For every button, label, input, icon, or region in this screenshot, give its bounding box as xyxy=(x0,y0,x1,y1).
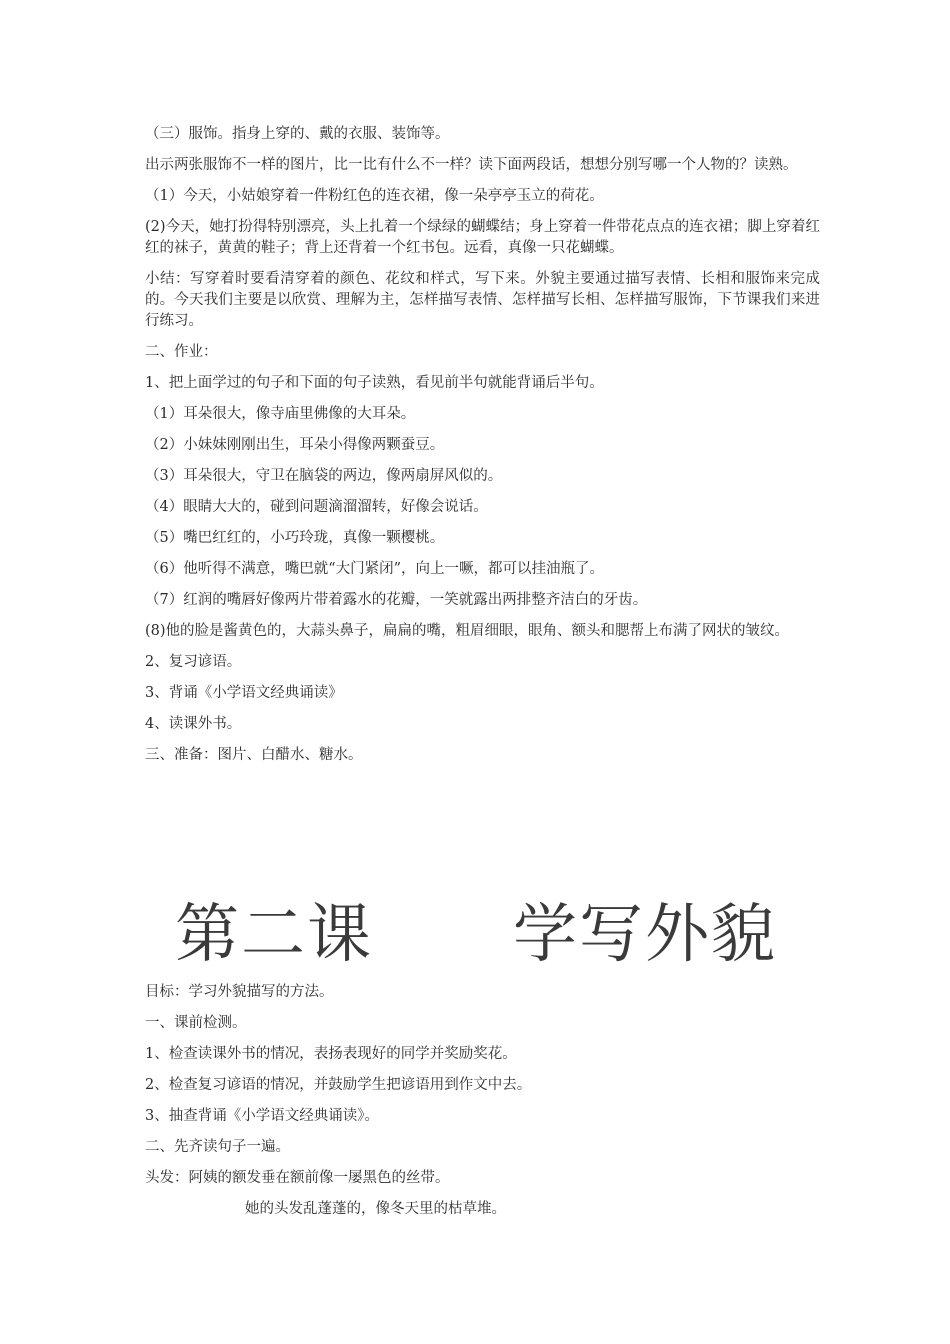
pre-class-check-heading: 一、课前检测。 xyxy=(145,1015,247,1031)
read-sentences-heading: 二、先齐读句子一遍。 xyxy=(145,1139,290,1155)
homework-heading: 二、作业： xyxy=(145,344,218,360)
homework-item-1: 1、把上面学过的句子和下面的句子读熟，看见前半句就能背诵后半句。 xyxy=(145,375,604,391)
sentence-item-2: （2）小妹妹刚刚出生，耳朵小得像两颗蚕豆。 xyxy=(145,437,445,453)
paragraph-instruction: 出示两张服饰不一样的图片，比一比有什么不一样？读下面两段话，想想分别写哪一个人物的？读熟。 xyxy=(145,157,798,173)
homework-item-4: 4、读课外书。 xyxy=(145,716,242,732)
check-item-3: 3、抽查背诵《小学语文经典诵读》。 xyxy=(145,1108,379,1124)
sentence-item-8: (8)他的脸是酱黄色的，大蒜头鼻子，扁扁的嘴，粗眉细眼，眼角、额头和腮帮上布满了网状的皱纹。 xyxy=(145,623,790,639)
check-item-1: 1、检查读课外书的情况，表扬表现好的同学并奖励奖花。 xyxy=(145,1046,517,1062)
sentence-item-7: （7）红润的嘴唇好像两片带着露水的花瓣，一笑就露出两排整齐洁白的牙齿。 xyxy=(145,592,648,608)
sentence-item-3: （3）耳朵很大，守卫在脑袋的两边，像两扇屏风似的。 xyxy=(145,468,503,484)
lesson-number: 第二课 xyxy=(175,898,373,972)
preparation-line: 三、准备：图片、白醋水、糖水。 xyxy=(145,747,363,763)
heading-clothing: （三）服饰。指身上穿的、戴的衣服、装饰等。 xyxy=(145,126,450,142)
sentence-item-4: （4）眼睛大大的，碰到问题滴溜溜转，好像会说话。 xyxy=(145,499,488,515)
lesson-topic: 学写外貌 xyxy=(513,898,777,972)
sentence-item-1: （1）耳朵很大，像寺庙里佛像的大耳朵。 xyxy=(145,406,416,422)
example-sentence-1: （1）今天，小姑娘穿着一件粉红色的连衣裙，像一朵亭亭玉立的荷花。 xyxy=(145,188,604,204)
hair-example-2: 她的头发乱蓬蓬的，像冬天里的枯草堆。 xyxy=(245,1201,506,1217)
summary-paragraph: 小结：写穿着时要看清穿着的颜色、花纹和样式，写下来。外貌主要通过描写表情、长相和服饰来完成的。今天我们主要是以欣赏、理解为主，怎样描写表情、怎样描写长相、怎样描写服饰，下节课我们来进行练习。 xyxy=(145,271,820,329)
homework-item-3: 3、背诵《小学语文经典诵读》 xyxy=(145,685,343,701)
objective-line: 目标：学习外貌描写的方法。 xyxy=(145,984,334,1000)
example-sentence-2: (2)今天，她打扮得特别漂亮，头上扎着一个绿绿的蝴蝶结；身上穿着一件带花点点的连衣裙；脚上穿着红红的袜子，黄黄的鞋子；背上还背着一个红书包。远看，真像一只花蝴蝶。 xyxy=(145,219,820,256)
lesson-title xyxy=(175,885,815,985)
check-item-2: 2、检查复习谚语的情况，并鼓励学生把谚语用到作文中去。 xyxy=(145,1077,532,1093)
hair-example-1: 头发：阿姨的额发垂在额前像一屡黑色的丝带。 xyxy=(145,1170,450,1186)
sentence-item-6: （6）他听得不满意，嘴巴就“大门紧闭”，向上一噘，都可以挂油瓶了。 xyxy=(145,561,605,577)
section-bottom xyxy=(145,982,820,1230)
section-top xyxy=(145,124,820,776)
homework-item-2: 2、复习谚语。 xyxy=(145,654,242,670)
sentence-item-5: （5）嘴巴红红的，小巧玲珑，真像一颗樱桃。 xyxy=(145,530,445,546)
